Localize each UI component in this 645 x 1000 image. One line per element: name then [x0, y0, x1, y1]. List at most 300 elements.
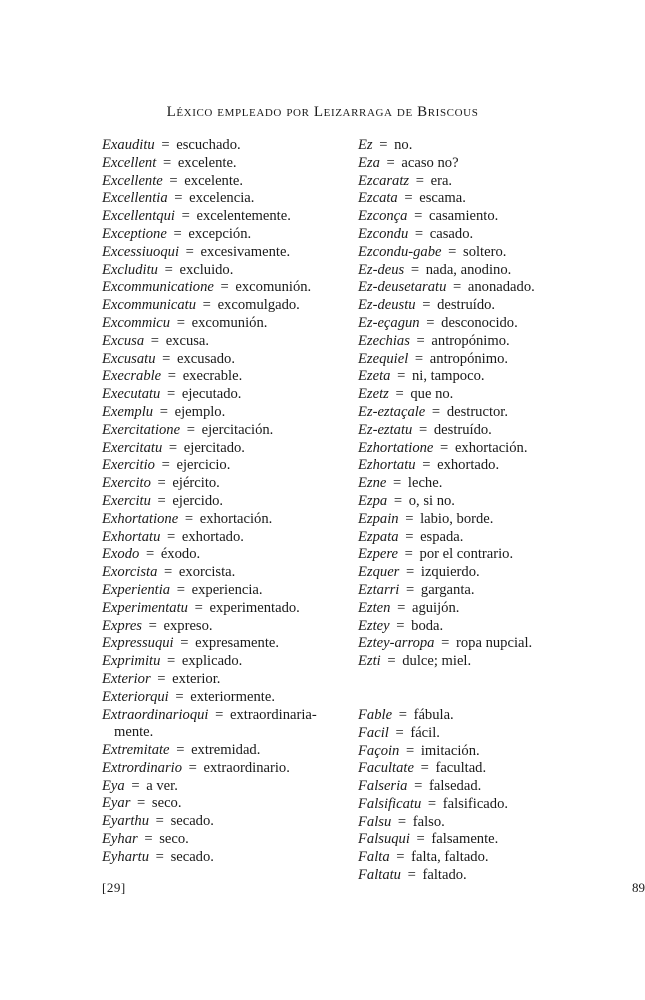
entry-term: Ez-eçagun [358, 314, 420, 331]
equals-sign: = [375, 137, 392, 153]
dictionary-entry [102, 190, 352, 208]
entry-term: Eztey [358, 617, 390, 634]
equals-sign: = [410, 208, 426, 225]
entry-term: Facultate [358, 760, 414, 777]
entry-definition: destructor. [446, 403, 509, 420]
equals-sign: = [400, 190, 417, 207]
dictionary-entry [102, 813, 352, 831]
entry-definition: exhortación. [199, 510, 273, 527]
equals-sign: = [402, 581, 418, 598]
dictionary-entry [102, 849, 352, 867]
dictionary-entry [102, 422, 352, 440]
dictionary-entry [102, 475, 352, 493]
entry-definition: excomunión. [235, 279, 312, 296]
dictionary-entry [358, 475, 558, 493]
dictionary-entry [102, 618, 352, 636]
entry-definition: ejecutado. [181, 386, 242, 403]
equals-sign: = [400, 546, 417, 563]
entry-definition: acaso no? [401, 154, 459, 171]
dictionary-entry [358, 208, 558, 226]
equals-sign: = [402, 742, 418, 759]
equals-sign: = [449, 279, 465, 296]
dictionary-entry [102, 208, 352, 226]
entry-definition: anonadado. [467, 279, 535, 296]
entry-definition: destruído. [437, 297, 496, 314]
equals-sign: = [153, 670, 170, 687]
equals-sign: = [412, 172, 428, 189]
equals-sign: = [211, 706, 228, 723]
entry-term: Excellent [102, 154, 157, 171]
equals-sign: = [412, 332, 429, 349]
dictionary-entry [358, 137, 558, 155]
entry-definition: antropónimo. [429, 350, 509, 367]
dictionary-entry [102, 653, 352, 671]
entry-term: Ezti [358, 653, 381, 670]
equals-sign: = [153, 475, 170, 492]
entry-term: Experientia [102, 581, 171, 598]
entry-term: Exodo [102, 546, 140, 563]
entry-definition: excelentemente. [196, 208, 291, 225]
equals-sign: = [401, 528, 418, 545]
equals-sign: = [394, 813, 410, 830]
dictionary-entry [358, 440, 558, 458]
entry-definition: ejercicio. [176, 457, 231, 474]
dictionary-entry [102, 582, 352, 600]
entries-f-group [358, 707, 558, 885]
equals-sign: = [216, 279, 233, 296]
entry-definition: faltado. [422, 867, 467, 884]
dictionary-entry [358, 333, 558, 351]
equals-sign: = [160, 564, 176, 581]
entry-term: Exercitu [102, 492, 151, 509]
equals-sign: = [172, 742, 189, 759]
dictionary-entry [358, 725, 558, 743]
entry-definition: o, si no. [408, 492, 455, 509]
entry-term: Excusatu [102, 350, 156, 367]
dictionary-entry [102, 778, 352, 796]
equals-sign: = [153, 492, 170, 509]
entry-term: Ezpere [358, 546, 398, 563]
entry-term: Facil [358, 724, 389, 741]
entry-term: Eztarri [358, 581, 400, 598]
dictionary-entry [358, 386, 558, 404]
dictionary-entry [358, 493, 558, 511]
dictionary-entry [358, 155, 558, 173]
equals-sign: = [176, 635, 193, 652]
entry-definition: extraordinario. [203, 759, 290, 776]
entry-term: Excommunicatu [102, 297, 197, 314]
dictionary-entry [358, 422, 558, 440]
entry-term: Eya [102, 777, 125, 794]
entry-definition: garganta. [420, 581, 475, 598]
dictionary-entry [102, 244, 352, 262]
dictionary-entry [358, 796, 558, 814]
entry-term: Ez-deusetaratu [358, 279, 447, 296]
dictionary-entry [102, 440, 352, 458]
dictionary-entry [358, 743, 558, 761]
equals-sign: = [144, 617, 161, 634]
entry-definition: no. [394, 137, 413, 153]
equals-sign: = [392, 617, 409, 634]
entry-definition: ni, tampoco. [411, 368, 485, 385]
entry-term: Ez-deus [358, 261, 405, 278]
dictionary-entry [102, 831, 352, 849]
equals-sign: = [157, 137, 174, 153]
entry-term: Expressuqui [102, 635, 174, 652]
equals-sign: = [173, 581, 189, 598]
dictionary-entry [102, 226, 352, 244]
entry-definition: éxodo. [160, 546, 201, 563]
equals-sign: = [183, 421, 199, 438]
entry-definition: falso. [412, 813, 445, 830]
entry-term: Falseria [358, 778, 408, 795]
entry-definition: excepción. [188, 225, 252, 242]
dictionary-entry [102, 386, 352, 404]
entry-term: Excellentqui [102, 208, 175, 225]
entry-definition: izquierdo. [420, 564, 480, 581]
equals-sign: = [402, 564, 418, 581]
dictionary-entry [102, 689, 352, 707]
entry-term: Exercito [102, 475, 151, 492]
dictionary-entry [358, 279, 558, 297]
dictionary-entry [358, 529, 558, 547]
dictionary-entry [358, 190, 558, 208]
entry-definition: boda. [411, 617, 444, 634]
dictionary-entry [358, 457, 558, 475]
entry-term: Exemplu [102, 403, 154, 420]
dictionary-entry [102, 707, 352, 743]
equals-sign: = [133, 795, 149, 812]
entry-term: Expres [102, 617, 142, 634]
equals-sign: = [403, 867, 420, 884]
equals-sign: = [182, 243, 198, 260]
entry-term: Ezechias [358, 332, 410, 349]
equals-sign: = [391, 386, 408, 403]
dictionary-entry [358, 707, 558, 725]
dictionary-entry [358, 814, 558, 832]
dictionary-entry [358, 582, 558, 600]
entry-definition: secado. [170, 813, 214, 830]
entry-term: Exteriorqui [102, 688, 169, 705]
dictionary-entry [102, 546, 352, 564]
entry-definition: antropónimo. [431, 332, 510, 349]
equals-sign: = [177, 208, 194, 225]
entry-definition: excomunión. [191, 314, 268, 331]
equals-sign: = [437, 635, 453, 652]
entry-definition: que no. [410, 386, 454, 403]
running-header: Léxico empleado por Leizarraga de Briscous [166, 104, 479, 120]
entry-definition: experimentado. [209, 599, 300, 616]
entry-definition: fácil. [410, 724, 440, 741]
entry-definition: seco. [159, 831, 189, 848]
entry-term: Ezeta [358, 368, 391, 385]
entry-definition: labio, borde. [420, 510, 494, 527]
equals-sign: = [392, 849, 409, 866]
equals-sign: = [163, 528, 179, 545]
entry-definition: ejercido. [172, 492, 224, 509]
entry-term: Falsificatu [358, 795, 422, 812]
dictionary-entry [358, 618, 558, 636]
entry-term: Exercitatione [102, 421, 181, 438]
entry-term: Excessiuoqui [102, 243, 180, 260]
equals-sign: = [415, 421, 431, 438]
entry-term: Excellentia [102, 190, 168, 207]
dictionary-entry [102, 564, 352, 582]
entry-term: Experimentatu [102, 599, 188, 616]
entry-term: Façoin [358, 742, 400, 759]
equals-sign: = [383, 653, 400, 670]
equals-sign: = [147, 332, 163, 349]
entry-definition: extremidad. [191, 742, 261, 759]
dictionary-entry [358, 315, 558, 333]
section-gap [358, 671, 558, 707]
dictionary-entry [358, 635, 558, 653]
entry-definition: exhortación. [454, 439, 528, 456]
entry-term: Eyhar [102, 831, 138, 848]
entry-definition: exterior. [172, 670, 221, 687]
equals-sign: = [127, 777, 144, 794]
dictionary-entry [102, 671, 352, 689]
dictionary-entry [358, 297, 558, 315]
entry-definition: ejercitado. [183, 439, 245, 456]
entry-definition: ejemplo. [174, 403, 226, 420]
dictionary-entry [358, 600, 558, 618]
dictionary-entry [358, 849, 558, 867]
entry-term: Ezne [358, 475, 387, 492]
equals-sign: = [390, 492, 406, 509]
entry-definition: aguijón. [411, 599, 460, 616]
entry-definition: excomulgado. [217, 297, 300, 314]
entry-term: Ezcata [358, 190, 398, 207]
entry-term: Ezequiel [358, 350, 409, 367]
dictionary-entry [358, 778, 558, 796]
dictionary-entry [358, 831, 558, 849]
dictionary-entry [102, 511, 352, 529]
dictionary-entry [102, 333, 352, 351]
entry-definition: expresamente. [195, 635, 280, 652]
dictionary-entry [102, 279, 352, 297]
equals-sign: = [190, 599, 207, 616]
dictionary-entry [102, 173, 352, 191]
dictionary-entry [102, 742, 352, 760]
entry-definition: leche. [407, 475, 443, 492]
entry-definition: experiencia. [191, 581, 263, 598]
equals-sign: = [157, 457, 174, 474]
equals-sign: = [156, 403, 172, 420]
entry-term: Exauditu [102, 137, 155, 153]
equals-sign: = [401, 510, 418, 527]
equals-sign: = [422, 314, 439, 331]
equals-sign: = [393, 368, 409, 385]
entry-term: Ezcondu-gabe [358, 243, 442, 260]
entry-definition: dulce; miel. [402, 653, 472, 670]
entry-term: Ezhortatu [358, 457, 416, 474]
equals-sign: = [395, 706, 411, 723]
equals-sign: = [411, 225, 427, 242]
entry-term: Eyhartu [102, 848, 150, 865]
entry-term: Excusa [102, 332, 145, 349]
entry-definition-continuation: mente. [114, 724, 154, 741]
entry-definition: extraordinaria- [230, 706, 317, 723]
entry-term: Eyarthu [102, 813, 150, 830]
equals-sign: = [152, 848, 168, 865]
entry-term: Executatu [102, 386, 161, 403]
equals-sign: = [165, 172, 182, 189]
entry-term: Ezpain [358, 510, 399, 527]
dictionary-entry [358, 244, 558, 262]
entry-term: Falsu [358, 813, 392, 830]
entry-term: Faltatu [358, 867, 401, 884]
dictionary-entry [358, 351, 558, 369]
equals-sign: = [171, 688, 188, 705]
dictionary-entry [102, 457, 352, 475]
entry-definition: excusa. [165, 332, 210, 349]
entry-term: Exercitatu [102, 439, 163, 456]
entry-term: Ez-eztaçale [358, 403, 426, 420]
equals-sign: = [170, 190, 187, 207]
entry-definition: destruído. [433, 421, 492, 438]
entry-definition: fábula. [413, 706, 454, 723]
entry-definition: escama. [419, 190, 466, 207]
entry-definition: expreso. [163, 617, 213, 634]
dictionary-entry [102, 315, 352, 333]
dictionary-entry [358, 404, 558, 422]
dictionary-entry [358, 867, 558, 885]
entry-definition: seco. [151, 795, 182, 812]
equals-sign: = [163, 386, 179, 403]
entry-definition: ejercitación. [201, 421, 274, 438]
equals-sign: = [391, 724, 408, 741]
equals-sign: = [185, 759, 201, 776]
entry-term: Excommunicatione [102, 279, 214, 296]
entry-definition: execrable. [182, 368, 243, 385]
entry-definition: exhortado. [437, 457, 500, 474]
entry-definition: ejército. [172, 475, 220, 492]
entry-term: Eza [358, 154, 380, 171]
entry-definition: desconocido. [441, 314, 518, 331]
page-reference: [29] [102, 880, 126, 895]
entry-term: Ez-eztatu [358, 421, 413, 438]
entry-term: Ezhortatione [358, 439, 434, 456]
entry-term: Exorcista [102, 564, 158, 581]
dictionary-entry [358, 511, 558, 529]
page-number: 89 [632, 880, 645, 895]
dictionary-entry [102, 760, 352, 778]
entry-term: Falta [358, 849, 390, 866]
dictionary-entry [102, 795, 352, 813]
equals-sign: = [199, 297, 215, 314]
equals-sign: = [163, 653, 179, 670]
entry-term: Falsuqui [358, 831, 410, 848]
dictionary-entry [358, 173, 558, 191]
equals-sign: = [418, 297, 435, 314]
entry-definition: exorcista. [178, 564, 236, 581]
dictionary-entry [102, 297, 352, 315]
entry-term: Eyar [102, 795, 131, 812]
entry-definition: soltero. [463, 243, 507, 260]
dictionary-entry [102, 635, 352, 653]
dictionary-entry [102, 137, 352, 155]
entry-term: Extrordinario [102, 759, 182, 776]
entry-definition: excelente. [184, 172, 244, 189]
dictionary-entry [358, 368, 558, 386]
entries-e-group [358, 137, 558, 671]
dictionary-entry [102, 368, 352, 386]
entry-definition: escuchado. [176, 137, 241, 153]
equals-sign: = [382, 154, 399, 171]
dictionary-entry [358, 262, 558, 280]
equals-sign: = [444, 243, 461, 260]
equals-sign: = [152, 813, 168, 830]
left-column [102, 137, 352, 867]
dictionary-entry [102, 262, 352, 280]
entry-definition: exhortado. [181, 528, 244, 545]
entry-definition: exteriormente. [190, 688, 275, 705]
equals-sign: = [428, 403, 444, 420]
entry-definition: imitación. [420, 742, 480, 759]
equals-sign: = [159, 154, 175, 171]
equals-sign: = [164, 368, 180, 385]
entry-definition: excesivamente. [200, 243, 291, 260]
equals-sign: = [393, 599, 409, 616]
entry-term: Excellente [102, 172, 163, 189]
entry-term: Fable [358, 706, 393, 723]
entry-definition: excusado. [177, 350, 235, 367]
equals-sign: = [169, 225, 186, 242]
entry-term: Exceptione [102, 225, 167, 242]
entry-term: Eztey-arropa [358, 635, 435, 652]
entry-definition: falsificado. [442, 795, 509, 812]
equals-sign: = [181, 510, 197, 527]
dictionary-entry [102, 600, 352, 618]
entry-term: Exhortatione [102, 510, 179, 527]
entry-definition: espada. [420, 528, 464, 545]
entry-term: Ezconça [358, 208, 408, 225]
entry-definition: falsedad. [429, 778, 482, 795]
entry-definition: falsamente. [431, 831, 499, 848]
equals-sign: = [142, 546, 158, 563]
equals-sign: = [416, 760, 433, 777]
entry-term: Extraordinarioqui [102, 706, 209, 723]
equals-sign: = [410, 778, 426, 795]
dictionary-entry [102, 529, 352, 547]
dictionary-entry [358, 226, 558, 244]
dictionary-entry [358, 760, 558, 778]
entry-definition: ropa nupcial. [456, 635, 533, 652]
equals-sign: = [436, 439, 452, 456]
equals-sign: = [411, 350, 427, 367]
entry-definition: era. [430, 172, 453, 189]
entry-term: Ezcaratz [358, 172, 410, 189]
equals-sign: = [140, 831, 157, 848]
dictionary-entry [358, 653, 558, 671]
entry-definition: por el contrario. [419, 546, 514, 563]
entry-term: Ezcondu [358, 225, 409, 242]
entry-definition: secado. [170, 848, 214, 865]
equals-sign: = [158, 350, 175, 367]
entry-term: Exercitio [102, 457, 155, 474]
dictionary-entry [358, 564, 558, 582]
equals-sign: = [407, 261, 423, 278]
dictionary-entry [102, 493, 352, 511]
entry-definition: casamiento. [428, 208, 499, 225]
entry-term: Extremitate [102, 742, 170, 759]
entry-term: Ezpata [358, 528, 399, 545]
entry-definition: casado. [429, 225, 474, 242]
entry-term: Ezten [358, 599, 391, 616]
equals-sign: = [412, 831, 429, 848]
entry-definition: excelente. [177, 154, 237, 171]
